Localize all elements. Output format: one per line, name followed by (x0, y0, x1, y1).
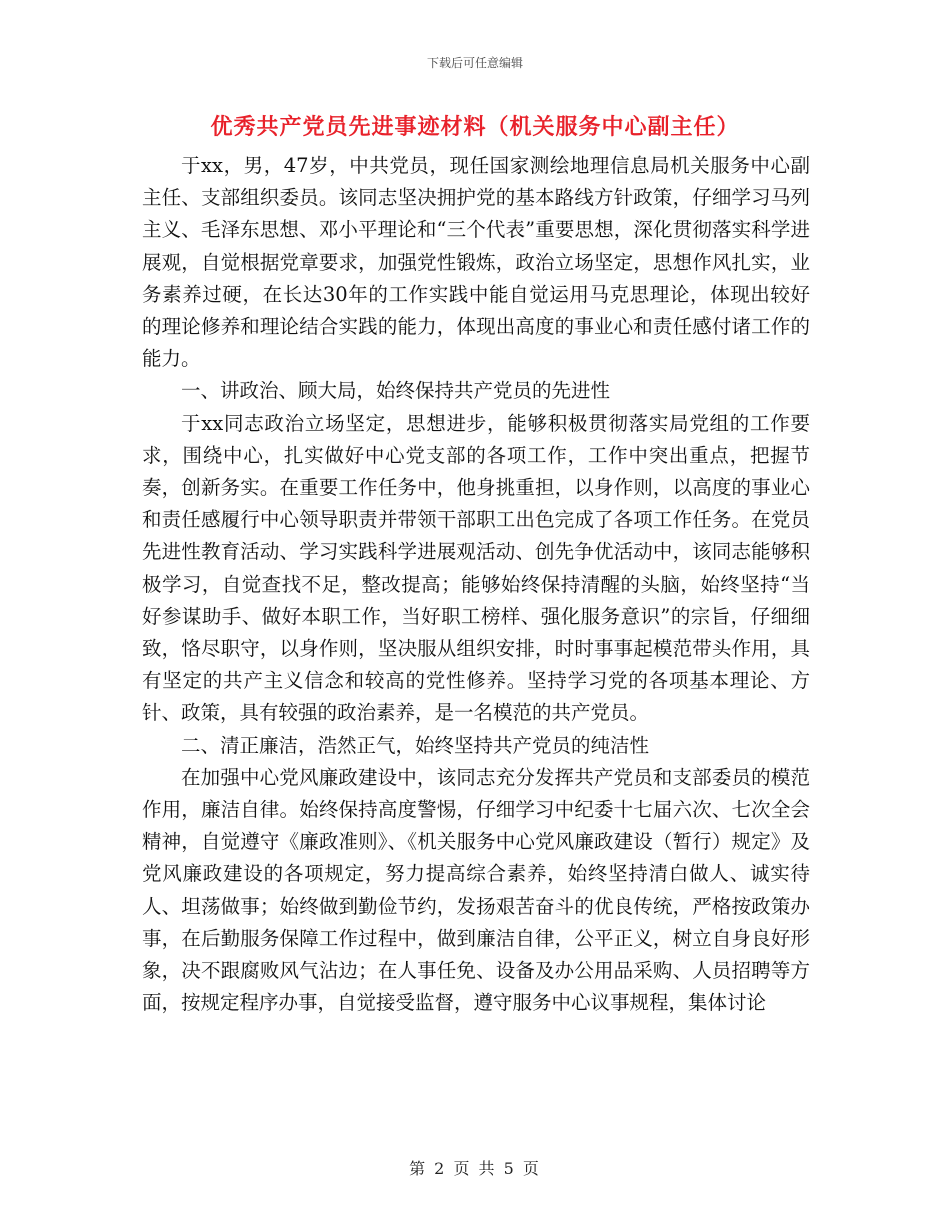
paragraph-section-1: 于xx同志政治立场坚定，思想进步，能够积极贯彻落实局党组的工作要求，围绕中心，扎实做好中心党支部的各项工作，工作中突出重点，把握节奏，创新务实。在重要工作任务中，他身挑重担，以身作则，以高度的事业心和责任感履行中心领导职责并带领干部职工出色完成了各项工作任务。在党员先进性教育活动、学习实践科学进展观活动、创先争优活动中，该同志能够积极学习，自觉查找不足，整改提高；能够始终保持清醒的头脑，始终坚持“当好参谋助手、做好本职工作，当好职工榜样、强化服务意识”的宗旨，仔细细致，恪尽职守，以身作则，坚决服从组织安排，时时事事起模范带头作用，具有坚定的共产主义信念和较高的党性修养。坚持学习党的各项基本理论、方针、政策，具有较强的政治素养，是一名模范的共产党员。 (142, 411, 810, 725)
page-number: 第 2 页 共 5 页 (409, 1159, 541, 1178)
paragraph-section-2: 在加强中心党风廉政建设中，该同志充分发挥共产党员和支部委员的模范作用，廉洁自律。始终保持高度警惕，仔细学习中纪委十七届六次、七次全会精神，自觉遵守《廉政准则》、《机关服务中心党风廉政建设（暂行）规定》及党风廉政建设的各项规定，努力提高综合素养，始终坚持清白做人、诚实待人、坦荡做事；始终做到勤俭节约，发扬艰苦奋斗的优良传统，严格按政策办事，在后勤服务保障工作过程中，做到廉洁自律，公平正义，树立自身良好形象，决不跟腐败风气沾边；在人事任免、设备及办公用品采购、人员招聘等方面，按规定程序办事，自觉接受监督，遵守服务中心议事规程，集体讨论 (142, 765, 810, 1015)
paragraph-intro: 于xx，男，47岁，中共党员，现任国家测绘地理信息局机关服务中心副主任、支部组织委员。该同志坚决拥护党的基本路线方针政策，仔细学习马列主义、毛泽东思想、邓小平理论和“三个代表”重要思想，深化贯彻落实科学进展观，自觉根据党章要求，加强党性锻炼，政治立场坚定，思想作风扎实，业务素养过硬，在长达30年的工作实践中能自觉运用马克思理论，体现出较好的理论修养和理论结合实践的能力，体现出高度的事业心和责任感付诸工作的能力。 (142, 154, 810, 371)
section-heading-1: 一、讲政治、顾大局，始终保持共产党员的先进性 (181, 379, 611, 403)
header-note: 下载后可任意编辑 (426, 56, 523, 70)
document-body (142, 150, 810, 1019)
document-title: 优秀共产党员先进事迹材料（机关服务中心副主任） (210, 114, 740, 140)
section-heading-2: 二、清正廉洁，浩然正气，始终坚持共产党员的纯洁性 (181, 733, 650, 757)
